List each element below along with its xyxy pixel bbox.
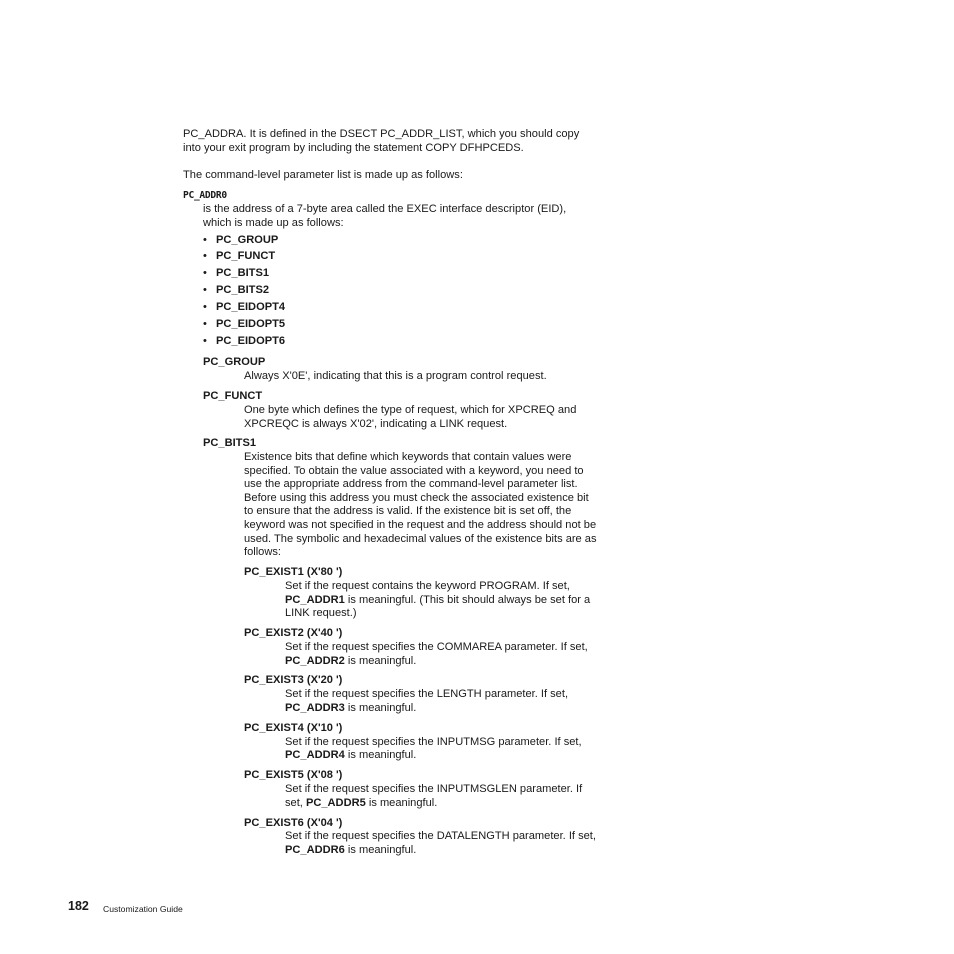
- list-item: [203, 250, 276, 264]
- list-item: [203, 318, 286, 332]
- bullet-marker: •: [203, 301, 207, 313]
- term-pc-exist3: PC_EXIST3 (X'20 '): [244, 674, 343, 686]
- intro-line-1: PC_ADDRA. It is defined in the DSECT PC_ADDR_LIST, which you should copy: [183, 128, 580, 140]
- exist5-desc-line-1: Set if the request specifies the INPUTMSGLEN parameter. If: [285, 783, 583, 795]
- intro-paragraph-2: The command-level parameter list is made up as follows:: [183, 169, 463, 181]
- bullet-marker: •: [203, 335, 207, 347]
- term-pc-addr0: PC_ADDR0: [183, 190, 227, 201]
- exist6-suffix: is meaningful.: [344, 844, 417, 856]
- term-pc-exist1: PC_EXIST1 (X'80 '): [244, 566, 343, 578]
- list-item: [203, 301, 286, 315]
- bits1-desc-line: use the appropriate address from the command-level parameter list.: [244, 478, 578, 490]
- bullet-marker: •: [203, 234, 207, 246]
- list-item: [203, 234, 279, 248]
- term-pc-exist5: PC_EXIST5 (X'08 '): [244, 769, 343, 781]
- term-pc-bits1: PC_BITS1: [203, 437, 257, 449]
- list-item-label: PC_EIDOPT4: [216, 301, 286, 313]
- exist5-prefix: set,: [285, 797, 306, 809]
- exist5-suffix: is meaningful.: [365, 797, 438, 809]
- addr0-desc-line-1: is the address of a 7-byte area called the EXEC interface descriptor (EID),: [203, 203, 567, 215]
- bullet-marker: •: [203, 250, 207, 262]
- exist3-desc-line-1: Set if the request specifies the LENGTH parameter. If set,: [285, 688, 569, 700]
- exist3-addr-name: PC_ADDR3: [285, 702, 345, 714]
- term-pc-group: PC_GROUP: [203, 356, 266, 368]
- exist2-suffix: is meaningful.: [344, 655, 417, 667]
- exist1-suffix: is meaningful. (This bit should always be set for a: [344, 594, 591, 606]
- term-pc-exist6: PC_EXIST6 (X'04 '): [244, 817, 343, 829]
- group-desc: Always X'0E', indicating that this is a program control request.: [244, 370, 547, 382]
- exist6-desc-line-1: Set if the request specifies the DATALENGTH parameter. If set,: [285, 830, 596, 842]
- exist4-desc-line-1: Set if the request specifies the INPUTMSG parameter. If set,: [285, 736, 582, 748]
- list-item: [203, 335, 286, 349]
- exist6-addr-name: PC_ADDR6: [285, 844, 345, 856]
- bits1-desc-line: used. The symbolic and hexadecimal values of the existence bits are as: [244, 533, 597, 545]
- exist2-desc-line-2: [285, 655, 416, 669]
- funct-desc-line-1: One byte which defines the type of request, which for XPCREQ and: [244, 404, 577, 416]
- footer-title: Customization Guide: [103, 904, 183, 914]
- term-pc-exist4: PC_EXIST4 (X'10 '): [244, 722, 343, 734]
- exist6-desc-line-2: [285, 844, 416, 858]
- exist3-suffix: is meaningful.: [344, 702, 417, 714]
- list-item: [203, 267, 270, 281]
- bullet-marker: •: [203, 318, 207, 330]
- exist2-addr-name: PC_ADDR2: [285, 655, 345, 667]
- bullet-marker: •: [203, 284, 207, 296]
- bits1-desc-line: keyword was not specified in the request and the address should not be: [244, 519, 597, 531]
- exist4-desc-line-2: [285, 749, 416, 763]
- bits1-desc-line: to ensure that the address is valid. If the existence bit is set off, the: [244, 505, 572, 517]
- list-item-label: PC_EIDOPT5: [216, 318, 286, 330]
- list-item-label: PC_BITS1: [216, 267, 270, 279]
- exist5-addr-name: PC_ADDR5: [305, 797, 366, 809]
- list-item-label: PC_GROUP: [216, 234, 279, 246]
- bits1-desc-line: follows:: [244, 546, 281, 558]
- exist2-desc-line-1: Set if the request specifies the COMMAREA parameter. If set,: [285, 641, 588, 653]
- exist4-suffix: is meaningful.: [344, 749, 417, 761]
- exist4-addr-name: PC_ADDR4: [285, 749, 345, 761]
- bits1-desc-line: Before using this address you must check the associated existence bit: [244, 492, 589, 504]
- term-pc-funct: PC_FUNCT: [203, 390, 263, 402]
- exist1-addr-name: PC_ADDR1: [285, 594, 345, 606]
- list-item: [203, 284, 270, 298]
- exist1-desc-line-2: [285, 594, 590, 608]
- list-item-label: PC_EIDOPT6: [216, 335, 286, 347]
- list-item-label: PC_FUNCT: [216, 250, 276, 262]
- funct-desc-line-2: XPCREQC is always X'02', indicating a LINK request.: [244, 418, 508, 430]
- addr0-desc-line-2: which is made up as follows:: [203, 217, 344, 229]
- list-item-label: PC_BITS2: [216, 284, 270, 296]
- exist3-desc-line-2: [285, 702, 416, 716]
- exist1-desc-line-1: Set if the request contains the keyword PROGRAM. If set,: [285, 580, 570, 592]
- exist5-desc-line-2: [285, 797, 437, 811]
- bits1-desc-line: specified. To obtain the value associated with a keyword, you need to: [244, 465, 584, 477]
- bullet-marker: •: [203, 267, 207, 279]
- intro-line-2: into your exit program by including the statement COPY DFHPCEDS.: [183, 142, 524, 154]
- bits1-desc-line: Existence bits that define which keywords that contain values were: [244, 451, 572, 463]
- page-number: 182: [68, 899, 89, 913]
- exist1-desc-line-3: LINK request.): [285, 607, 357, 619]
- term-pc-exist2: PC_EXIST2 (X'40 '): [244, 627, 343, 639]
